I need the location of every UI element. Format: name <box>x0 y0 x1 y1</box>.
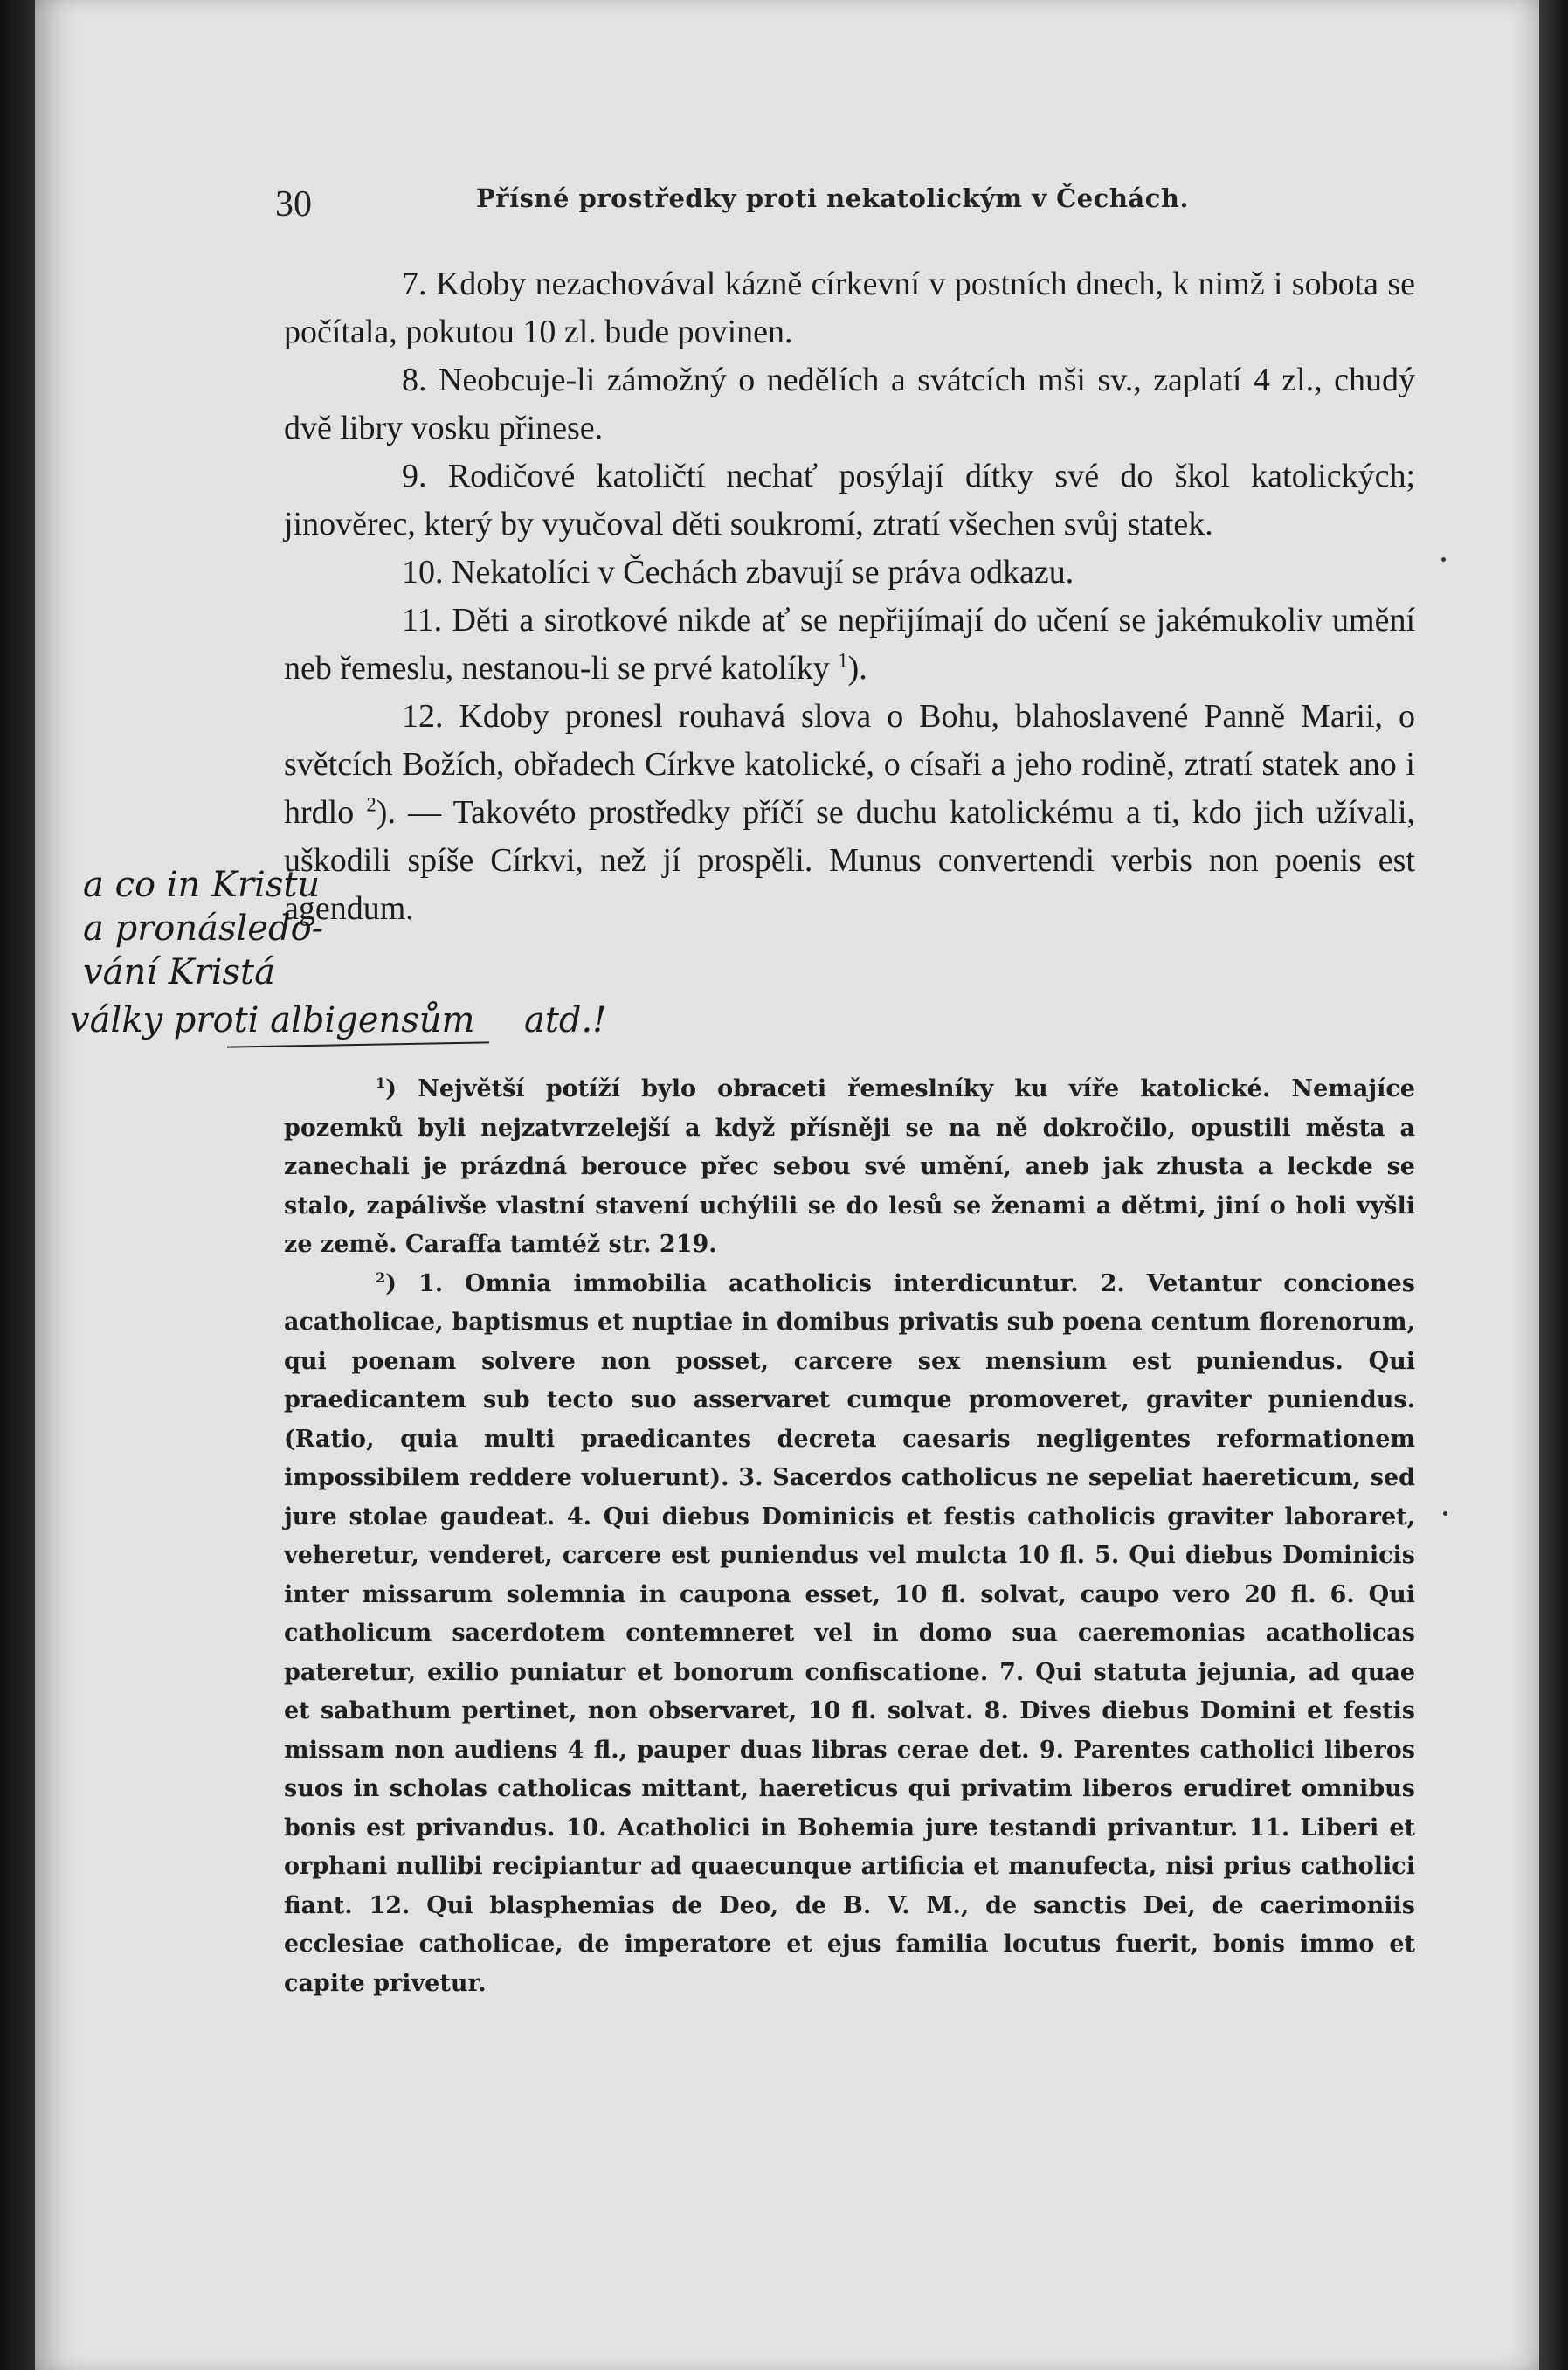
handwritten-underline <box>227 1041 489 1047</box>
paragraph-tail: ). <box>376 794 396 831</box>
handwritten-note-line: vání Kristá <box>83 952 275 992</box>
footnote-1: $^1$) Největší potíží bylo obraceti řemeslníky ku víře katolické. Nemajíce pozemků byli nejzatvrzelejší a když přísněji se na ně dokročilo, opustili města a zanechali je prázdná berouce přec sebou své umění, aneb jak zhusta a leckde se stalo, zapálivše vlastní stavení uchýlili se do lesů se ženami a dětmi, jiní o holi vyšli ze země. Caraffa tamtéž str. 219. <box>284 1074 1415 1258</box>
handwritten-note-line: atd.! <box>524 1000 607 1040</box>
footnote-2: $^2$) 1. Omnia immobilia acatholicis interdicuntur. 2. Vetantur conciones acatholicae, baptismus et nuptiae in domibus privatis sub poena centum florenorum, qui poenam solvere non posset, carcere sex mensium est puniendus. Qui praedicantem sub tecto suo asservaret cumque promoveret, graviter puniendus. (Ratio, quia multi praedicantes decreta caesaris negligentes reformationem impossibilem reddere voluerunt). 3. Sacerdos catholicus ne sepeliat haereticum, sed jure stolae gaudeat. 4. Qui diebus Dominicis et festis catholicis graviter laboraret, veheretur, venderet, carcere est puniendus vel mulcta 10 fl. 5. Qui diebus Dominicis inter missarum solemnia in caupona esset, 10 fl. solvat, caupo vero 20 fl. 6. Qui catholicum sacerdotem contemneret vel in domo sua caeremonias acatholicas pateretur, exilio puniatur et bonorum confiscatione. 7. Qui statuta jejunia, ad quae et sabathum pertinet, non observaret, 10 fl. solvat. 8. Dives diebus Domini et festis missam non audiens 4 fl., pauper duas libras cerae det. 9. Parentes catholici liberos suos in scholas catholicas mittant, haereticus qui privatim liberos erudiret omnibus bonis est privandus. 10. Acatholici in Bohemia jure testandi privantur. 11. Liberi et orphani nullibi recipiantur ad quaecunque artificia et manufecta, nisi prius catholici fiant. 12. Qui blasphemias de Deo, de B. V. M., de sanctis Dei, de caerimoniis ecclesiae catholicae, de imperatore et ejus familia locutus fuerit, bonis immo et capite privetur. <box>284 1268 1415 1997</box>
paragraph-text: 12. Kdoby pronesl rouhavá slova o Bohu, blahoslavené Panně Marii, o světcích Božích, obřadech Církve katolické, o císaři a jeho rodině, ztratí statek ano i hrdlo <box>284 698 1415 831</box>
paragraph-8 <box>284 356 1415 453</box>
paragraph-10 <box>284 549 1415 597</box>
paragraph-text: 7. Kdoby nezachovával kázně církevní v postních dnech, k nimž i sobota se počítala, pokutou 10 zl. bude povinen. <box>284 266 1415 350</box>
footnote-ref: 2 <box>366 793 376 816</box>
paragraph-text: 11. Děti a sirotkové nikde ať se nepřijímají do učení se jakémukoliv umění neb řemeslu, nestanou-li se prvé katolíky <box>284 602 1415 687</box>
handwritten-note-line: a co in Kristu <box>83 865 321 905</box>
page-number: 30 <box>275 184 312 225</box>
paragraph-9 <box>284 453 1415 549</box>
book-page <box>35 0 1539 2370</box>
paragraph-text: 10. Nekatolíci v Čechách zbavují se práva odkazu. <box>402 554 1074 591</box>
paragraph-12 <box>284 693 1415 933</box>
footnote-text: 1. Omnia immobilia acatholicis interdicuntur. 2. Vetantur conciones acatholicae, baptismus et nuptiae in domibus privatis sub poena centum florenorum, qui poenam solvere non posset, carcere sex mensium est puniendus. Qui praedicantem sub tecto suo asservaret cumque promoveret, graviter puniendus. (Ratio, quia multi praedicantes decreta caesaris negligentes reformationem impossibilem reddere voluerunt). 3. Sacerdos catholicus ne sepeliat haereticum, sed jure stolae gaudeat. 4. Qui diebus Dominicis et festis catholicis graviter laboraret, veheretur, venderet, carcere est puniendus vel mulcta 10 fl. 5. Qui diebus Dominicis inter missarum solemnia in caupona esset, 10 fl. solvat, caupo vero 20 fl. 6. Qui catholicum sacerdotem contemneret vel in domo sua caeremonias acatholicas pateretur, exilio puniatur et bonorum confiscatione. 7. Qui statuta jejunia, ad quae et sabathum pertinet, non observaret, 10 fl. solvat. 8. Dives diebus Domini et festis missam non audiens 4 fl., pauper duas libras cerae det. 9. Parentes catholici liberos suos in scholas catholicas mittant, haereticus qui privatim liberos erudiret omnibus bonis est privandus. 10. Acatholici in Bohemia jure testandi privantur. 11. Liberi et orphani nullibi recipiantur ad quaecunque artificia et manufecta, nisi prius catholici fiant. 12. Qui blasphemias de Deo, de B. V. M., de sanctis Dei, de caerimoniis ecclesiae catholicae, de imperatore et ejus familia locutus fuerit, bonis immo et capite privetur. <box>284 1269 1415 1997</box>
paragraph-tail: ). <box>847 650 867 687</box>
paragraph-text: — Takovéto prostředky příčí se duchu katolickému a ti, kdo jich užívali, uškodili spíše Církvi, než jí prospěli. Munus convertendi verbis non poenis est agendum. <box>284 794 1415 927</box>
paragraph-11 <box>284 597 1415 693</box>
footnote-mark: 2 <box>376 1268 386 1286</box>
handwritten-note-line: války proti albigensům <box>70 1000 475 1040</box>
footnote-ref: 1 <box>838 649 848 672</box>
footnote-mark: 1 <box>376 1074 386 1091</box>
paragraph-text: 8. Neobcuje-li zámožný o nedělích a svátcích mši sv., zaplatí 4 zl., chudý dvě libry vosku přinese. <box>284 362 1415 446</box>
paragraph-text: 9. Rodičové katoličtí nechať posýlají dítky své do škol katolických; jinověrec, který by vyučoval děti soukromí, ztratí všechen svůj statek. <box>284 458 1415 542</box>
paragraph-7 <box>284 260 1415 356</box>
handwritten-note-line: a pronásledo- <box>83 909 324 949</box>
running-head: Přísné prostředky proti nekatolickým v Čechách. <box>476 183 1190 213</box>
footnote-text: Největší potíží bylo obraceti řemeslníky ku víře katolické. Nemajíce pozemků byli nejzatvrzelejší a když přísněji se na ně dokročilo, opustili města a zanechali je prázdná berouce přec sebou své umění, aneb jak zhusta a leckde se stalo, zapálivše vlastní stavení uchýlili se do lesů se ženami a dětmi, jiní o holi vyšli ze země. Caraffa tamtéž str. 219. <box>284 1075 1415 1258</box>
main-text <box>284 260 1415 933</box>
footnotes <box>284 1070 1415 2003</box>
ink-speck <box>1441 557 1446 562</box>
ink-speck <box>1443 1511 1447 1516</box>
